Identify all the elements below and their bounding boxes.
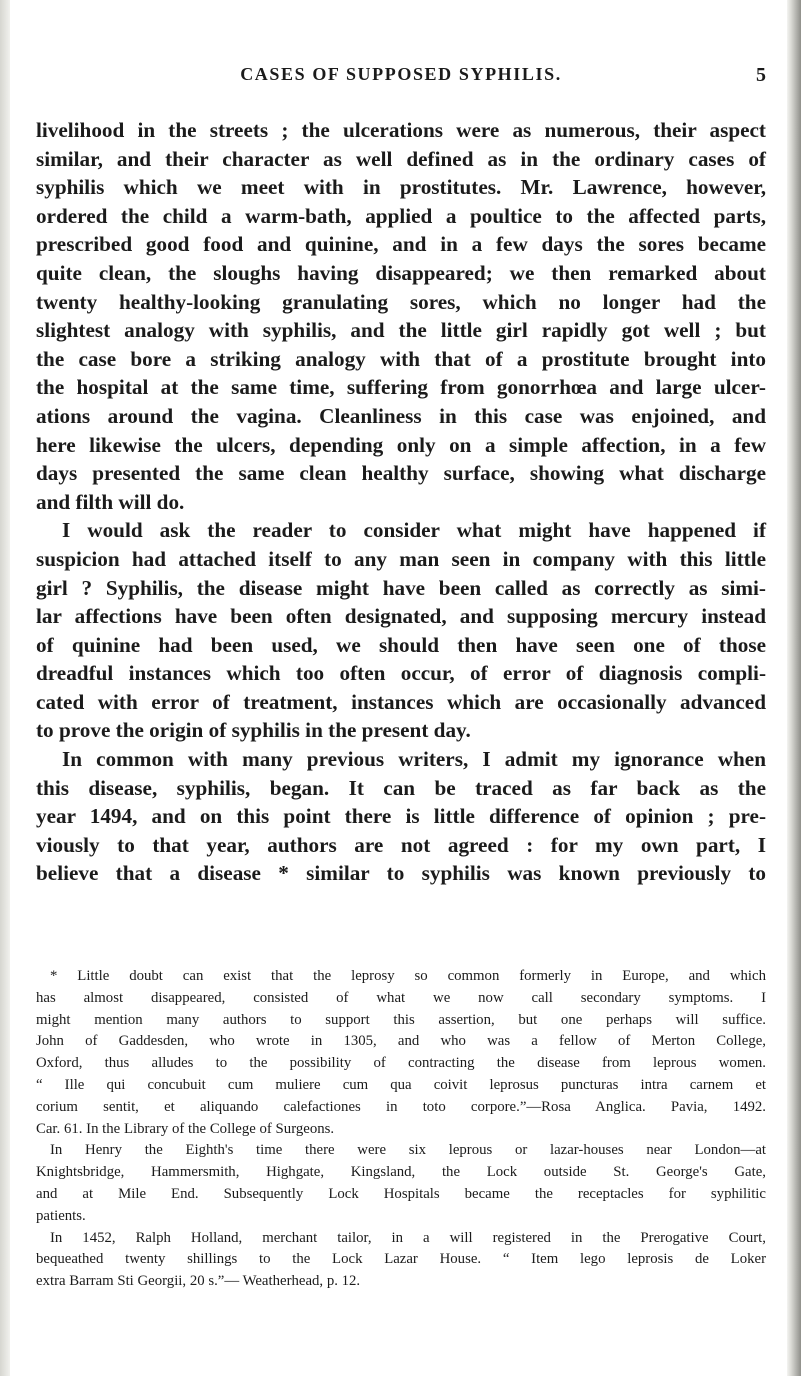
text-line: lar affections have been often designated, and supposing mercury instead bbox=[36, 604, 766, 629]
text-line: prescribed good food and quinine, and in a few days the sores became bbox=[36, 232, 766, 257]
text-line: days presented the same clean healthy surface, showing what discharge bbox=[36, 461, 766, 486]
text-line: the case bore a striking analogy with that of a prostitute brought into bbox=[36, 346, 766, 371]
footnote-line: Car. 61. In the Library of the College of Surgeons. bbox=[36, 1120, 335, 1137]
text-line: livelihood in the streets ; the ulcerations were as numerous, their aspect bbox=[36, 118, 766, 142]
text-line: and filth will do. bbox=[36, 489, 185, 514]
footnote-line: bequeathed twenty shillings to the Lock Lazar House. “ Item lego leprosis de Loker bbox=[36, 1251, 766, 1268]
footnote-line: John of Gaddesden, who wrote in 1305, and who was a fellow of Merton College, bbox=[36, 1033, 766, 1050]
text-line: syphilis which we meet with in prostitutes. Mr. Lawrence, however, bbox=[36, 175, 766, 200]
text-line: dreadful instances which too often occur, of error of diagnosis compli- bbox=[36, 661, 766, 686]
text-line: In common with many previous writers, I admit my ignorance when bbox=[62, 747, 766, 772]
text-line: twenty healthy-looking granulating sores, which no longer had the bbox=[36, 289, 766, 314]
text-line: viously to that year, authors are not agreed : for my own part, I bbox=[36, 832, 766, 857]
footnote-line: In Henry the Eighth's time there were six leprous or lazar-houses near London—at bbox=[50, 1142, 766, 1159]
right-page-edge bbox=[787, 0, 801, 1376]
text-line: I would ask the reader to consider what might have happened if bbox=[62, 518, 766, 543]
text-line: similar, and their character as well defined as in the ordinary cases of bbox=[36, 146, 766, 171]
footnote-line: Oxford, thus alludes to the possibility of contracting the disease from leprous women. bbox=[36, 1055, 766, 1072]
body-text bbox=[36, 116, 766, 888]
footnote-line: * Little doubt can exist that the leprosy so common formerly in Europe, and which bbox=[50, 968, 766, 984]
book-page bbox=[36, 0, 766, 1376]
text-line: girl ? Syphilis, the disease might have been called as correctly as simi- bbox=[36, 575, 766, 600]
footnote-line: has almost disappeared, consisted of what we now call secondary symptoms. I bbox=[36, 989, 766, 1006]
text-line: ations around the vagina. Cleanliness in this case was enjoined, and bbox=[36, 403, 766, 428]
running-title: CASES OF SUPPOSED SYPHILIS. bbox=[240, 64, 562, 84]
footnote-line: In 1452, Ralph Holland, merchant tailor, in a will registered in the Prerogative Court, bbox=[50, 1229, 766, 1246]
text-line: of quinine had been used, we should then have seen one of those bbox=[36, 632, 766, 657]
text-line: here likewise the ulcers, depending only on a simple affection, in a few bbox=[36, 432, 766, 457]
text-line: quite clean, the sloughs having disappeared; we then remarked about bbox=[36, 260, 766, 285]
text-line: the hospital at the same time, suffering from gonorrhœa and large ulcer- bbox=[36, 375, 766, 400]
text-line: cated with error of treatment, instances which are occasionally advanced bbox=[36, 689, 766, 714]
running-head bbox=[36, 64, 766, 88]
footnote-line: patients. bbox=[36, 1207, 86, 1224]
footnotes bbox=[36, 966, 766, 1293]
footnote-line: Knightsbridge, Hammersmith, Highgate, Kingsland, the Lock outside St. George's Gate, bbox=[36, 1164, 766, 1181]
text-line: slightest analogy with syphilis, and the little girl rapidly got well ; but bbox=[36, 318, 766, 343]
footnote-line: “ Ille qui concubuit cum muliere cum qua coivit leprosus puncturas intra carnem et bbox=[36, 1076, 766, 1093]
text-line: suspicion had attached itself to any man seen in company with this little bbox=[36, 546, 766, 571]
left-page-gutter bbox=[0, 0, 10, 1376]
footnote-line: extra Barram Sti Georgii, 20 s.”— Weatherhead, p. 12. bbox=[36, 1273, 361, 1290]
footnote-line: might mention many authors to support this assertion, but one perhaps will suffice. bbox=[36, 1011, 766, 1028]
footnote-line: corium sentit, et aliquando calefactiones in toto corpore.”—Rosa Anglica. Pavia, 1492. bbox=[36, 1098, 766, 1115]
text-line: to prove the origin of syphilis in the present day. bbox=[36, 718, 471, 743]
text-line: believe that a disease * similar to syphilis was known previously to bbox=[36, 861, 766, 886]
footnote-line: and at Mile End. Subsequently Lock Hospitals became the receptacles for syphilitic bbox=[36, 1185, 766, 1202]
text-line: year 1494, and on this point there is little difference of opinion ; pre- bbox=[36, 804, 766, 829]
text-line: ordered the child a warm-bath, applied a poultice to the affected parts, bbox=[36, 203, 766, 228]
text-line: this disease, syphilis, began. It can be traced as far back as the bbox=[36, 775, 766, 800]
page-number: 5 bbox=[756, 64, 766, 86]
